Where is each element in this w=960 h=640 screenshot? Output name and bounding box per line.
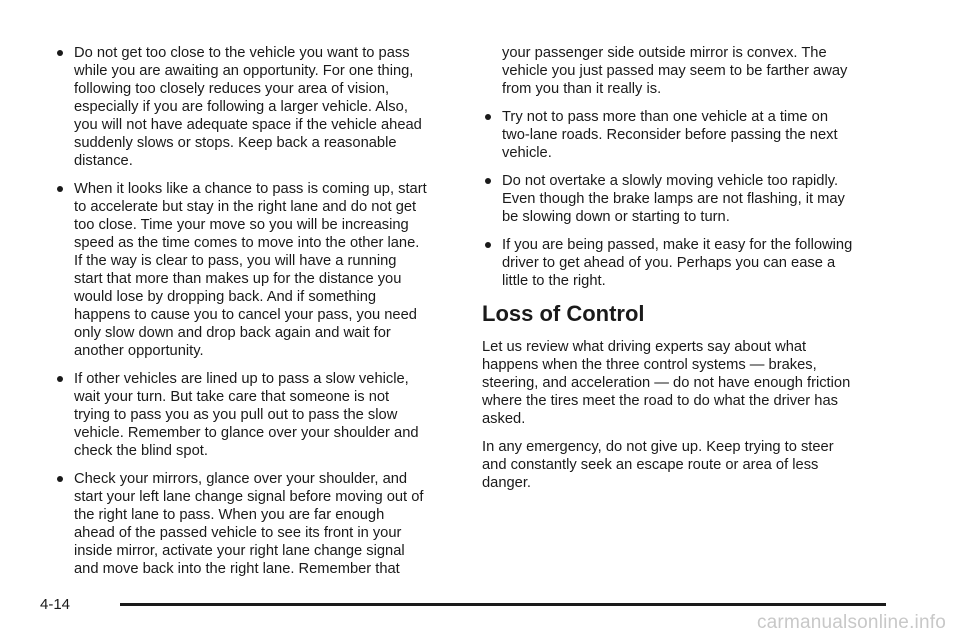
right-column <box>482 44 857 502</box>
left-column <box>54 44 429 588</box>
bullet-icon <box>57 376 63 382</box>
right-bullet-list <box>482 108 857 290</box>
section-title: Loss of Control <box>482 301 645 326</box>
page-number: 4-14 <box>40 596 71 613</box>
bullet-icon <box>57 50 63 56</box>
left-bullet-list <box>54 44 429 578</box>
list-item: Try not to pass more than one vehicle at a time on two-lane roads. Reconsider before passing the next vehicle. <box>482 108 857 162</box>
watermark: carmanualsonline.info <box>756 612 946 633</box>
bullet-icon <box>485 114 491 120</box>
list-item: Do not get too close to the vehicle you want to pass while you are awaiting an opportunity. For one thing, following too closely reduces your area of vision, especially if you are following a larger vehicle. Also, you will not have adequate space if the vehicle ahead suddenly slows or stops. Keep back a reasonable distance. <box>54 44 429 170</box>
bullet-icon <box>57 186 63 192</box>
list-item: If you are being passed, make it easy for the following driver to get ahead of you. Perhaps you can ease a little to the right. <box>482 236 857 290</box>
bullet-icon <box>485 242 491 248</box>
list-item: Do not overtake a slowly moving vehicle too rapidly. Even though the brake lamps are not flashing, it may be slowing down or starting to turn. <box>482 172 857 226</box>
paragraph: Let us review what driving experts say about what happens when the three control systems — brakes, steering, and acceleration — do not have enough friction where the tires meet the road to do what the driver has asked. <box>482 339 851 427</box>
list-item: If other vehicles are lined up to pass a slow vehicle, wait your turn. But take care that someone is not trying to pass you as you pull out to pass the slow vehicle. Remember to glance over your shoulder and check the blind spot. <box>54 370 429 460</box>
footer-divider <box>120 603 886 606</box>
bullet-icon <box>57 476 63 482</box>
bullet-continuation: your passenger side outside mirror is convex. The vehicle you just passed may seem to be farther away from you than it really is. <box>502 45 848 97</box>
list-item: When it looks like a chance to pass is coming up, start to accelerate but stay in the right lane and do not get too close. Time your move so you will be increasing speed as the time comes to move into the other lane. If the way is clear to pass, you will have a running start that more than makes up for the distance you would lose by dropping back. And if something happens to cause you to cancel your pass, you need only slow down and drop back again and wait for another opportunity. <box>54 180 429 360</box>
bullet-icon <box>485 178 491 184</box>
list-item: Check your mirrors, glance over your shoulder, and start your left lane change signal before moving out of the right lane to pass. When you are far enough ahead of the passed vehicle to see its front in your inside mirror, activate your right lane change signal and move back into the right lane. Remember that <box>54 470 429 578</box>
paragraph: In any emergency, do not give up. Keep trying to steer and constantly seek an escape route or area of less danger. <box>482 439 834 491</box>
